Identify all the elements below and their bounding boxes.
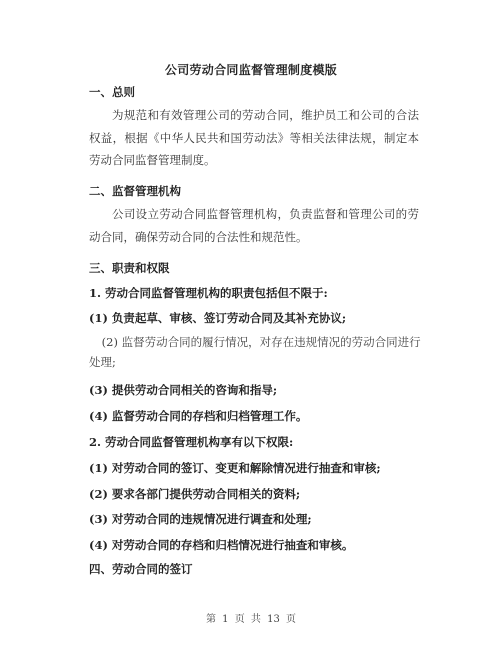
section-heading-authority: 二、监督管理机构 — [89, 184, 181, 198]
authority-item-4: (4) 对劳动合同的存档和归档情况进行抽查和审核。 — [89, 538, 354, 552]
authority-item-3: (3) 对劳动合同的违规情况进行调查和处理; — [89, 512, 312, 526]
duties-item-3: (3) 提供劳动合同相关的咨询和指导; — [89, 383, 278, 397]
duties-item-4: (4) 监督劳动合同的存档和归档管理工作。 — [89, 409, 308, 423]
section-heading-general: 一、总则 — [89, 85, 135, 99]
authority-item-1: (1) 对劳动合同的签订、变更和解除情况进行抽查和审核; — [89, 461, 381, 475]
section-heading-duties: 三、职责和权限 — [89, 261, 170, 275]
document-title: 公司劳动合同监督管理制度模版 — [164, 63, 338, 77]
section-text-general: 为规范和有效管理公司的劳动合同，维护员工和公司的合法权益，根据《中华人民共和国劳动法》等相关法律法规，制定本劳动合同监督管理制度。 — [89, 108, 419, 167]
duties-subheading-2: 2. 劳动合同监督管理机构享有以下权限: — [89, 435, 294, 449]
section-text-authority: 公司设立劳动合同监督管理机构，负责监督和管理公司的劳动合同，确保劳动合同的合法性和规范性。 — [89, 207, 419, 244]
duties-item-1: (1) 负责起草、审核、签订劳动合同及其补充协议; — [89, 311, 347, 325]
authority-item-2: (2) 要求各部门提供劳动合同相关的资料; — [89, 487, 301, 501]
duties-subheading-1: 1. 劳动合同监督管理机构的职责包括但不限于: — [89, 286, 328, 300]
duties-item-2: (2) 监督劳动合同的履行情况，对存在违规情况的劳动合同进行处理; — [89, 335, 421, 369]
page-footer: 第 1 页 共 13 页 — [206, 614, 296, 625]
section-heading-signing: 四、劳动合同的签订 — [89, 562, 193, 576]
